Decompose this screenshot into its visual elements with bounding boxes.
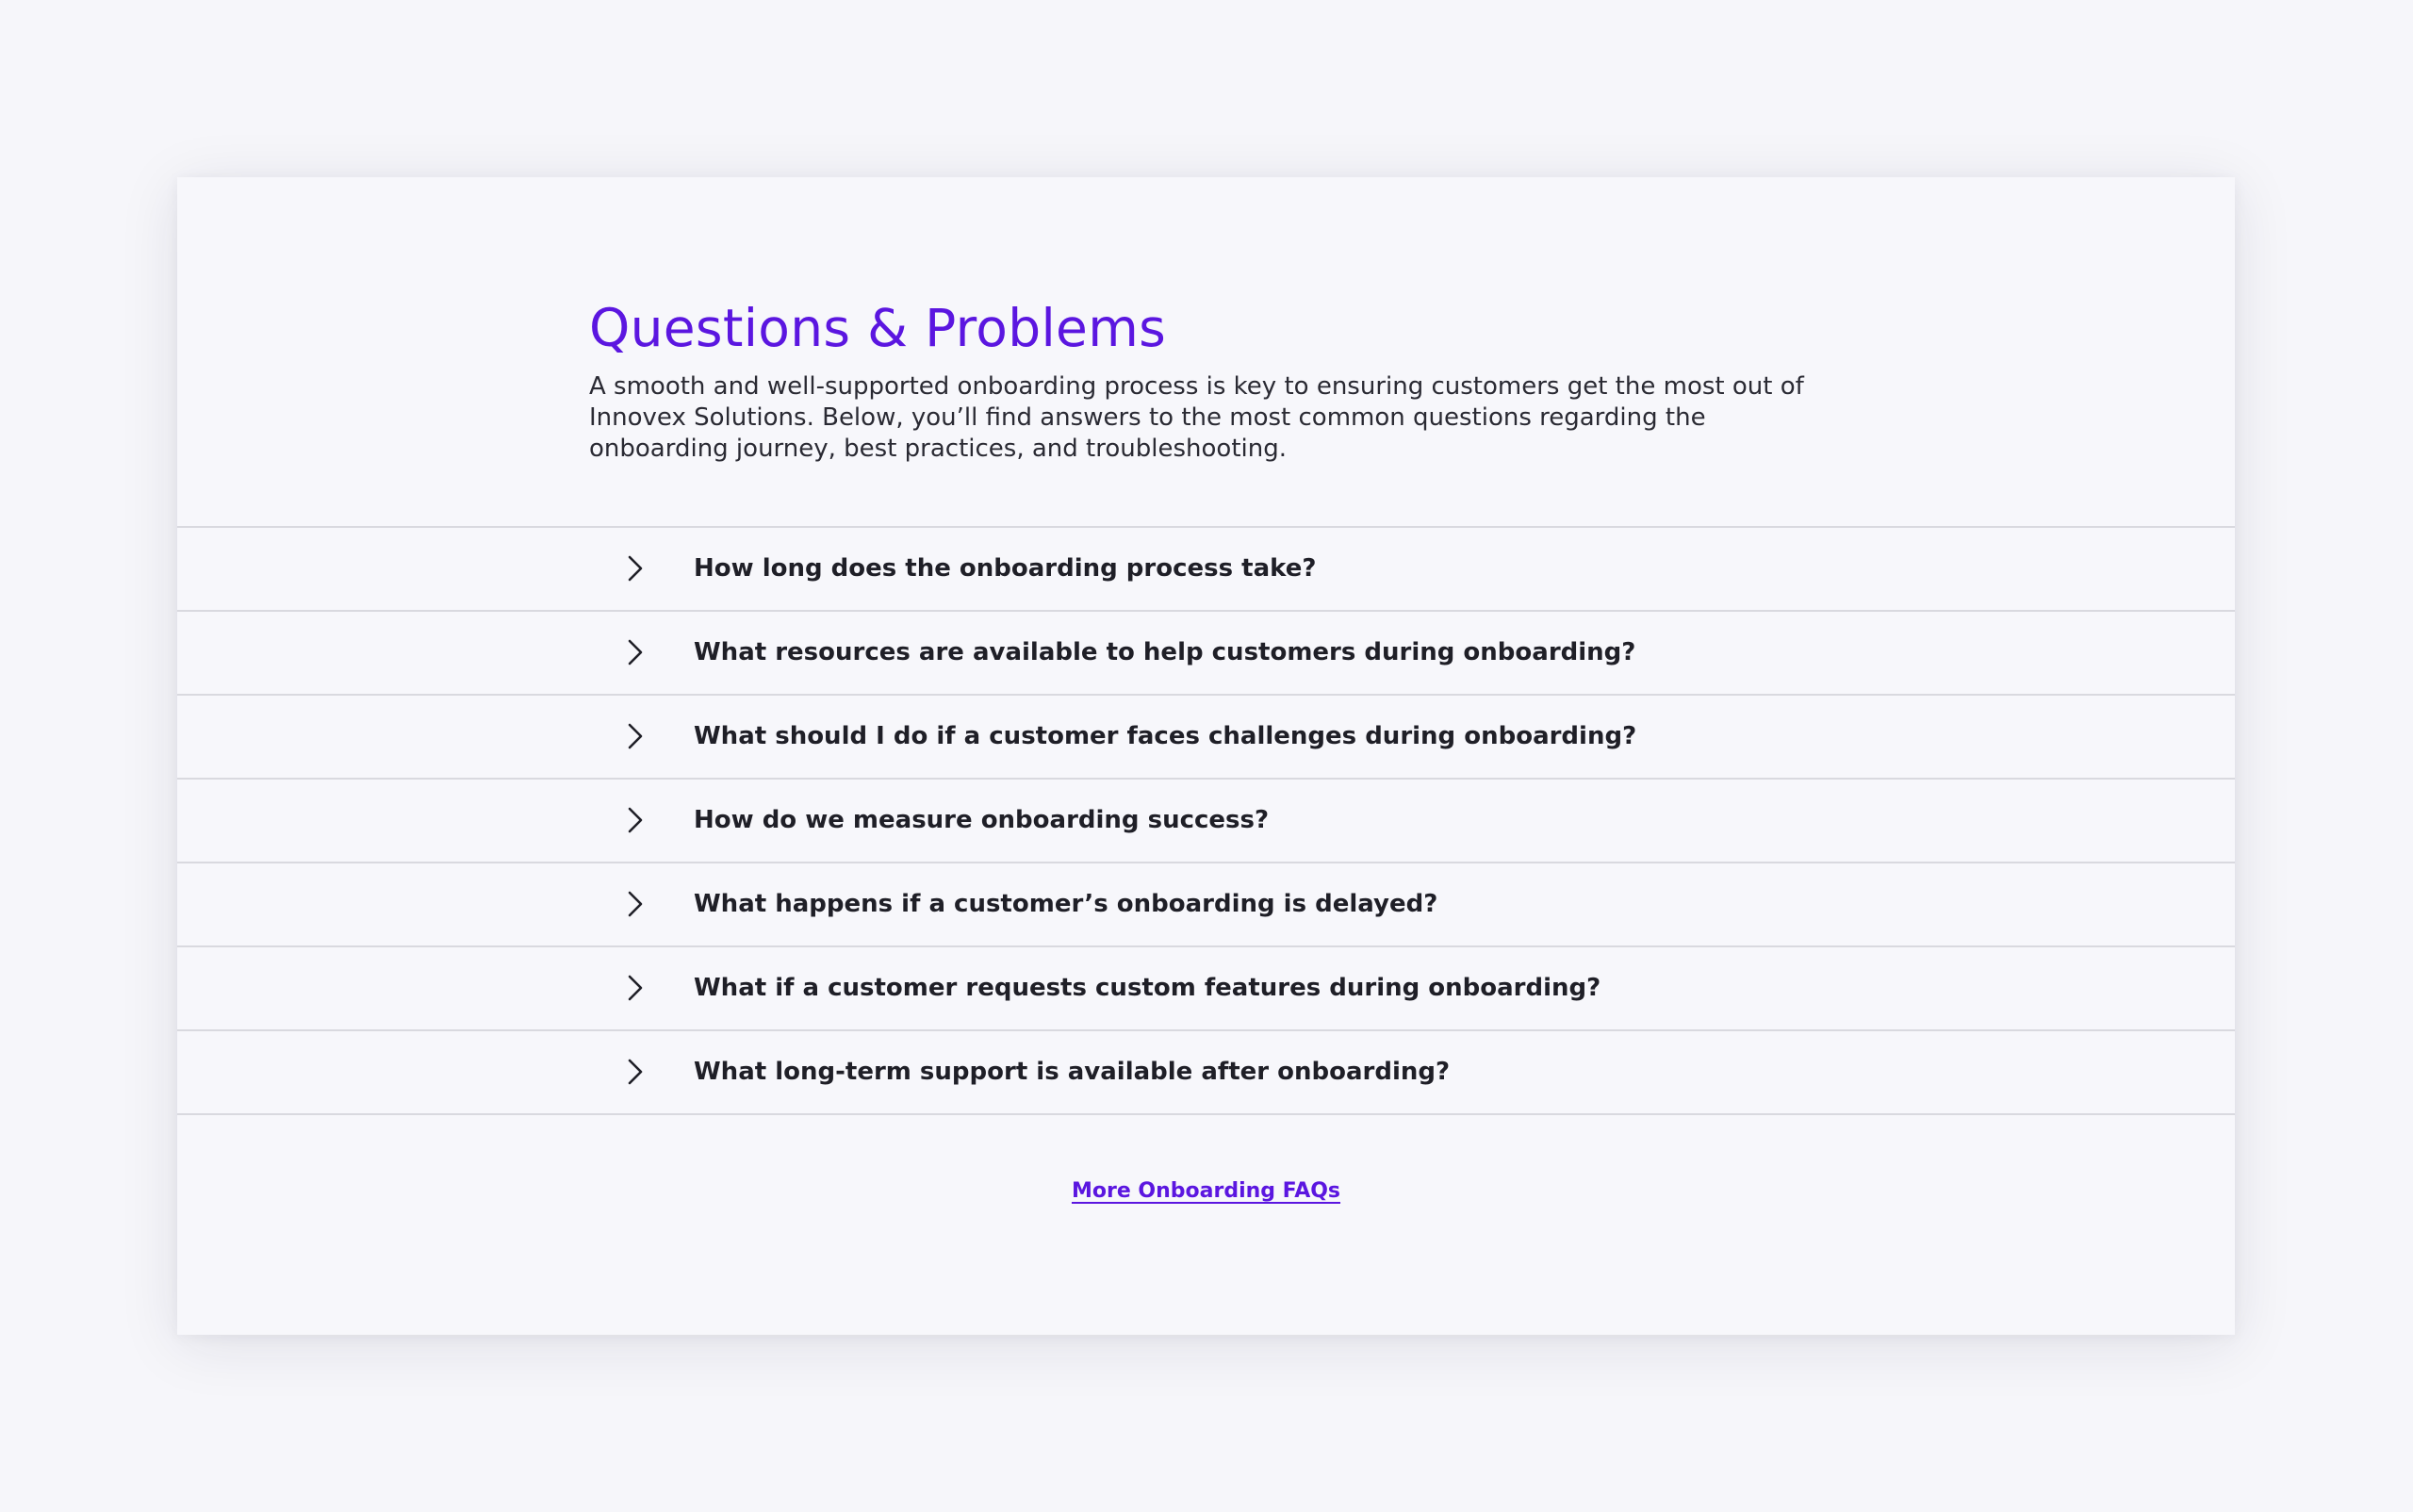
page-title: Questions & Problems: [589, 298, 1167, 358]
faq-question: What should I do if a customer faces challenges during onboarding?: [694, 722, 1637, 750]
faq-card: [177, 177, 2235, 1335]
chevron-right-icon: [620, 806, 648, 834]
faq-item-resources[interactable]: [177, 612, 2235, 696]
chevron-right-icon: [620, 722, 648, 750]
faq-item-long-term-support[interactable]: [177, 1031, 2235, 1115]
faq-question: What if a customer requests custom features during onboarding?: [694, 974, 1601, 1002]
faq-question: What resources are available to help customers during onboarding?: [694, 638, 1636, 666]
chevron-right-icon: [620, 638, 648, 666]
chevron-right-icon: [620, 1058, 648, 1086]
faq-item-custom-features[interactable]: [177, 947, 2235, 1031]
chevron-right-icon: [620, 554, 648, 583]
faq-question: What long-term support is available after onboarding?: [694, 1058, 1451, 1086]
faq-item-onboarding-duration[interactable]: [177, 528, 2235, 612]
faq-question: How do we measure onboarding success?: [694, 806, 1270, 834]
faq-item-success-measurement[interactable]: [177, 780, 2235, 863]
faq-item-challenges[interactable]: [177, 696, 2235, 780]
faq-item-delays[interactable]: [177, 863, 2235, 947]
chevron-right-icon: [620, 974, 648, 1002]
faq-footer: [177, 1179, 2235, 1203]
chevron-right-icon: [620, 890, 648, 918]
faq-question: How long does the onboarding process take?: [694, 554, 1317, 583]
faq-header: [589, 290, 1852, 465]
more-faqs-link[interactable]: More Onboarding FAQs: [1071, 1179, 1341, 1203]
intro-text: A smooth and well-supported onboarding process is key to ensuring customers get the most out of Innovex Solutions. Below, you’ll find answers to the most common questions regarding the onboarding journey, best practices, and troubleshooting.: [589, 372, 1804, 463]
faq-question: What happens if a customer’s onboarding is delayed?: [694, 890, 1438, 918]
faq-list: [177, 526, 2235, 1115]
